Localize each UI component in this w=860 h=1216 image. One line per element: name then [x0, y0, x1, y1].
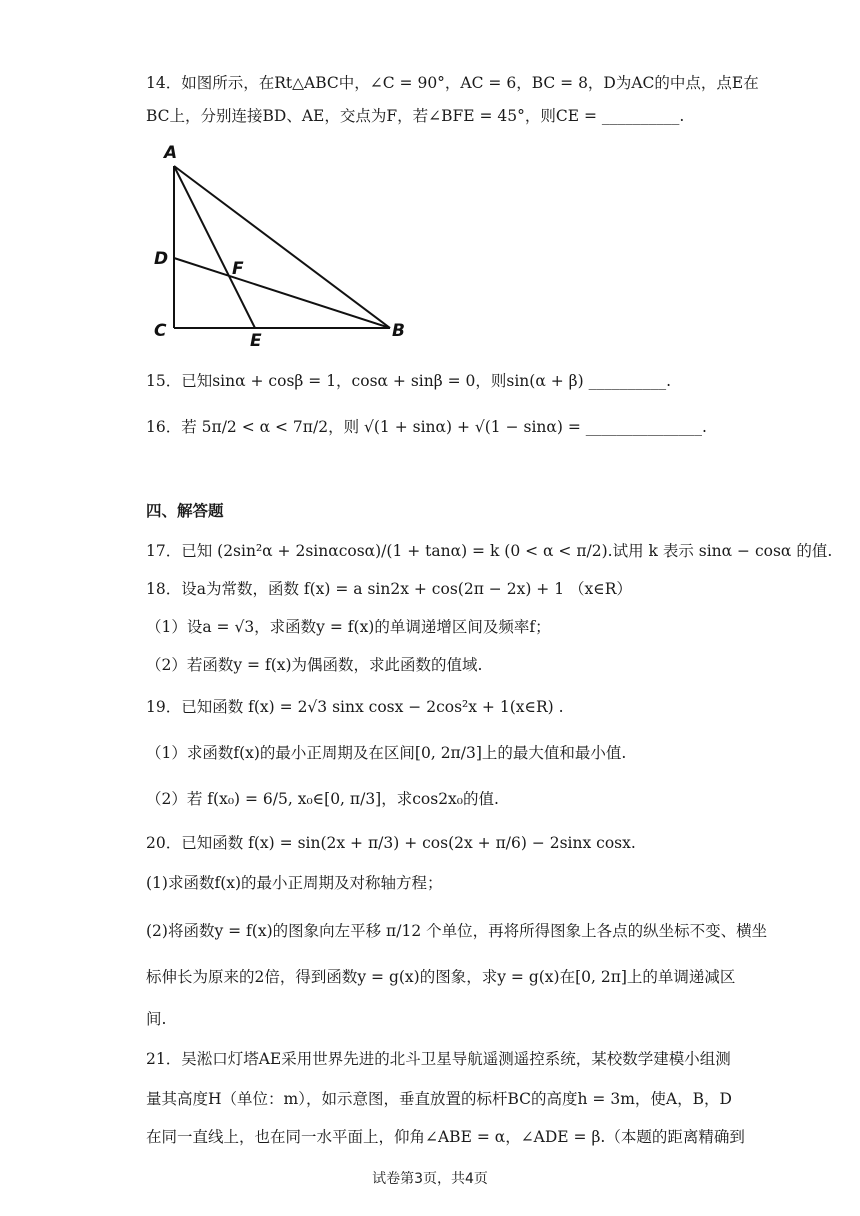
label-F: F [232, 259, 244, 279]
segment-AE [174, 166, 255, 328]
problem-14-line-1: 14．如图所示，在Rt△ABC中，∠C = 90°，AC = 6，BC = 8，D为AC的中点，点E在 [146, 74, 759, 92]
problem-20: 20．已知函数 f(x) = sin(2x + π/3) + cos(2x + π/6) − 2sinx cosx. [146, 834, 636, 852]
problem-17: 17．已知 (2sin²α + 2sinαcosα)/(1 + tanα) = k (0 < α < π/2).试用 k 表示 sinα − cosα 的值. [146, 542, 833, 560]
segment-AB [174, 166, 390, 328]
problem-20-part-2-line-2: 标伸长为原来的2倍，得到函数y = g(x)的图象，求y = g(x)在[0, 2π]上的单调递减区 [146, 968, 736, 986]
label-E: E [250, 331, 262, 351]
problem-19-part-2: （2）若 f(x₀) = 6/5, x₀∈[0, π/3]，求cos2x₀的值. [146, 790, 499, 808]
problem-20-part-2-line-3: 间. [146, 1010, 167, 1028]
problem-18-part-2: （2）若函数y = f(x)为偶函数，求此函数的值域. [146, 656, 483, 674]
problem-19-part-1: （1）求函数f(x)的最小正周期及在区间[0, 2π/3]上的最大值和最小值. [146, 744, 627, 762]
label-C: C [154, 321, 167, 341]
problem-19: 19．已知函数 f(x) = 2√3 sinx cosx − 2cos²x + 1(x∈R) . [146, 698, 564, 716]
problem-14-line-2: BC上，分别连接BD、AE，交点为F，若∠BFE = 45°，则CE = __________. [146, 107, 685, 125]
problem-20-part-1: (1)求函数f(x)的最小正周期及对称轴方程； [146, 874, 443, 892]
page-footer: 试卷第3页，共4页 [372, 1171, 488, 1187]
segment-DB [174, 258, 390, 328]
problem-21-line-3: 在同一直线上，也在同一水平面上，仰角∠ABE = α，∠ADE = β.（本题的距离精确到 [146, 1128, 745, 1146]
label-A: A [164, 143, 178, 163]
section-heading: 四、解答题 [146, 502, 224, 520]
problem-21-line-1: 21．吴淞口灯塔AE采用世界先进的北斗卫星导航遥测遥控系统，某校数学建模小组测 [146, 1050, 731, 1068]
problem-20-part-2-line-1: (2)将函数y = f(x)的图象向左平移 π/12 个单位，再将所得图象上各点的纵坐标不变、横坐 [146, 922, 768, 940]
label-B: B [392, 321, 405, 341]
problem-18: 18．设a为常数，函数 f(x) = a sin2x + cos(2π − 2x) + 1 （x∈R） [146, 580, 632, 598]
problem-21-line-2: 量其高度H（单位：m），如示意图，垂直放置的标杆BC的高度h = 3m，使A，B，D [146, 1090, 732, 1108]
problem-18-part-1: （1）设a = √3，求函数y = f(x)的单调递增区间及频率f； [146, 618, 551, 636]
triangle-figure [150, 138, 450, 358]
label-D: D [154, 249, 169, 269]
problem-16: 16．若 5π/2 < α < 7π/2，则 √(1 + sinα) + √(1 − sinα) = _______________. [146, 418, 707, 436]
problem-15: 15．已知sinα + cosβ = 1，cosα + sinβ = 0，则sin(α + β) __________. [146, 372, 672, 390]
